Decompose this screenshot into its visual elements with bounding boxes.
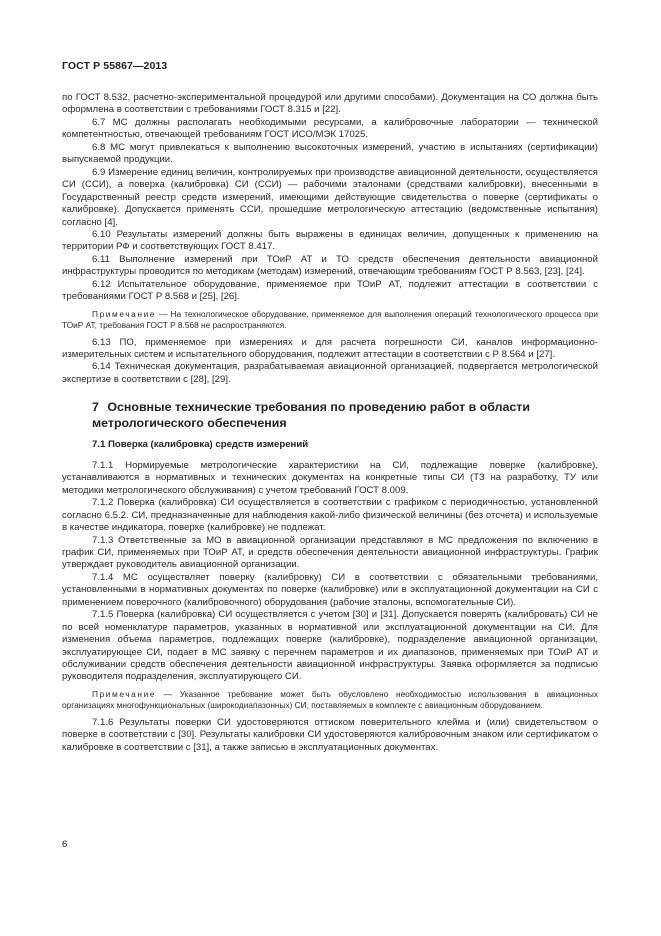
paragraph-7-1-1: 7.1.1 Нормируемые метрологические характеристики на СИ, подлежащие поверке (калибровке), устанавливаются в нормативных и технических документах на конкретные типы СИ (ТЗ на разработку, ТУ или методики метрологического обслуживания) с учетом требований ГОСТ 8.009.	[62, 459, 598, 496]
paragraph-6-8: 6.8 МС могут привлекаться к выполнению высокоточных измерений, участию в испытаниях (сертификации) выпускаемой продукции.	[62, 141, 598, 166]
paragraph-6-12: 6.12 Испытательное оборудование, применяемое при ТОиР АТ, подлежит аттестации в соответствии с требованиями ГОСТ Р 8.568 и [25], [26].	[62, 278, 598, 303]
note-text: — Указанное требование может быть обусловлено необходимостью использования в авиационных организациях многофункциональных (широкодиапазонных) СИ, поставляемых в комплекте с авиационным оборудованием.	[62, 688, 598, 710]
section-title: Основные технические требования по проведению работ в области метрологического обеспечения	[92, 400, 530, 430]
note-label: Примечание	[92, 688, 157, 699]
note-2	[62, 689, 598, 711]
paragraph-7-1-5: 7.1.5 Поверка (калибровка) СИ осуществляется с учетом [30] и [31]. Допускается поверять (калибровать) СИ не по всей номенклатуре параметров, указанных в нормативной или эксплуатационной документации на СИ. Для изменения объема параметров, подлежащих поверке (калибровке), подразделение авиационной организации, эксплуатирующее СИ, подает в МС заявку с перечнем параметров и их диапазонов, применяемых при ТОиР АТ и обслуживании средств обеспечения деятельности авиационной инфраструктуры. Заявка оформляется за подписью руководителя подразделения, эксплуатирующего СИ.	[62, 609, 598, 683]
section-number: 7	[92, 400, 99, 415]
paragraph-6-10: 6.10 Результаты измерений должны быть выражены в единицах величин, допущенных к применению на территории РФ и соответствующих ГОСТ 8.417.	[62, 228, 598, 253]
note-text: — На технологическое оборудование, применяемое для выполнения операций технологического процесса при ТОиР АТ, требования ГОСТ Р 8.568 не распространяются.	[62, 308, 598, 330]
paragraph-7-1-4: 7.1.4 МС осуществляет поверку (калибровку) СИ в соответствии с обязательными требованиями, установленными в нормативных документах по поверке (калибровке) или в эксплуатационной документации на СИ с применением поверочного (калибровочного) оборудования (рабочие эталоны, вспомогательные СИ).	[62, 571, 598, 608]
document-body	[62, 92, 598, 754]
paragraph-continuation: по ГОСТ 8.532, расчетно-экспериментальной процедурой или другими способами). Документация на СО должна быть оформлена в соответствии с требованиями ГОСТ 8.315 и [22].	[62, 92, 598, 116]
paragraph-6-7: 6.7 МС должны располагать необходимыми ресурсами, а калибровочные лаборатории — технической компетентностью, отвечающей требованиям ГОСТ ИСО/МЭК 17025.	[62, 116, 598, 141]
page-number: 6	[62, 839, 68, 850]
document-header: ГОСТ Р 55867—2013	[62, 60, 168, 72]
note-label: Примечание	[92, 308, 157, 319]
subsection-7-1-heading: 7.1 Поверка (калибровка) средств измерений	[92, 439, 309, 451]
paragraph-6-11: 6.11 Выполнение измерений при ТОиР АТ и ТО средств обеспечения деятельности авиационной инфраструктуры проводится по методикам (методам) измерений, отвечающим требованиям ГОСТ Р 8.563, [23], [24].	[62, 253, 598, 278]
paragraph-6-14: 6.14 Техническая документация, разрабатываемая авиационной организацией, подвергается метрологической экспертизе в соответствии с [28], [29].	[62, 361, 598, 385]
section-7-heading	[92, 400, 598, 431]
paragraph-6-9: 6.9 Измерение единиц величин, контролируемых при производстве авиационной деятельности, осуществляется СИ (ССИ), а поверка (калибровка) СИ (ССИ) — рабочими эталонами (средствами калибровки), внесенными в Государственный реестр средств измерений, имеющими действующие свидетельства о поверке (сертификаты о калибровке). Допускается применять ССИ, прошедшие метрологическую аттестацию (ведомственные испытания) согласно [4].	[62, 166, 598, 228]
paragraph-7-1-6: 7.1.6 Результаты поверки СИ удостоверяются оттиском поверительного клейма и (или) свидетельством о поверке в соответствии с [30]. Результаты калибровки СИ удостоверяются калибровочным знаком или сертификатом о калибровке в соответствии с [31], а также записью в эксплуатационных документах.	[62, 716, 598, 753]
paragraph-6-13: 6.13 ПО, применяемое при измерениях и для расчета погрешности СИ, каналов информационно-измерительных систем и испытательного оборудования, подлежит аттестации в соответствии с Р 8.564 и [27].	[62, 336, 598, 360]
paragraph-7-1-3: 7.1.3 Ответственные за МО в авиационной организации представляют в МС предложения по включению в график СИ, применяемых при ТОиР АТ, и средств обеспечения деятельности авиационной инфраструктуры. График утверждает руководитель авиационной организации.	[62, 534, 598, 571]
paragraph-7-1-2: 7.1.2 Поверка (калибровка) СИ осуществляется в соответствии с графиком с периодичностью, установленной согласно 6.5.2. СИ, предназначенные для наблюдения какой-либо физической величины (без отсчета) и используемые в качестве индикатора, поверке (калибровке) не подлежат.	[62, 497, 598, 534]
note-1	[62, 309, 598, 331]
